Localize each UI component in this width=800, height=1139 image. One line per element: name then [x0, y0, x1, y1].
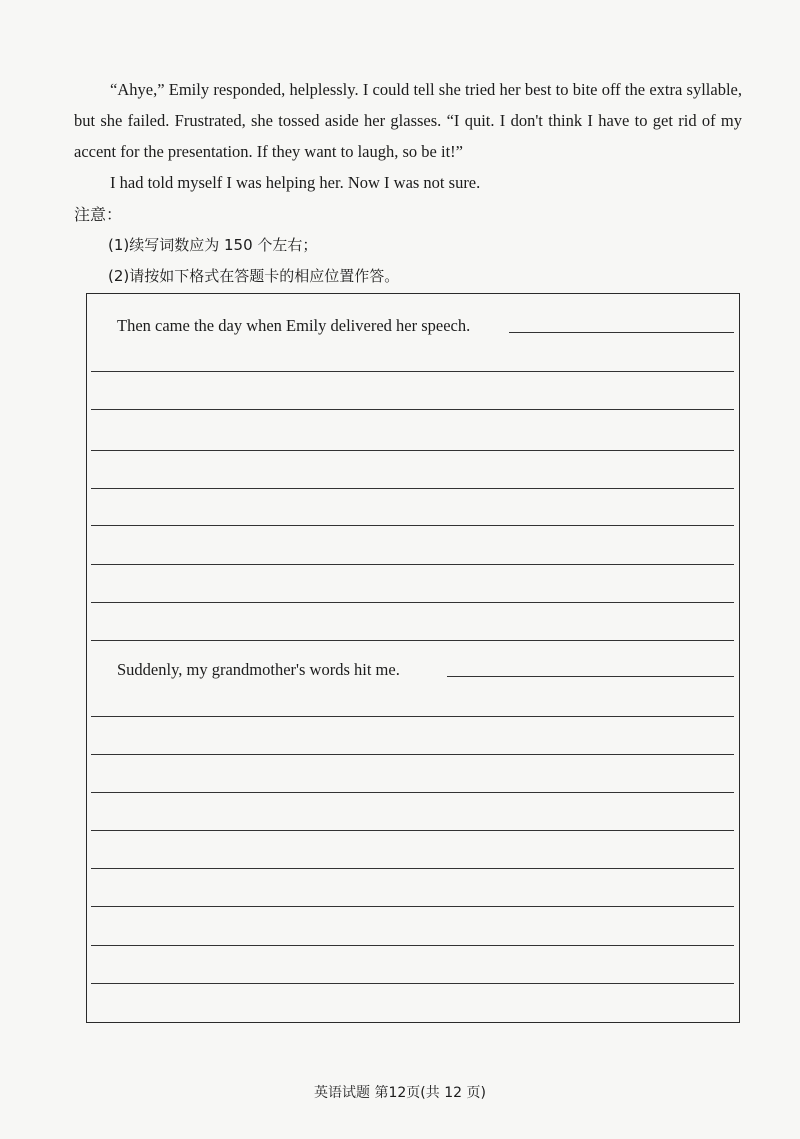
- notes-title: 注意：: [74, 205, 123, 224]
- writing-line[interactable]: [91, 754, 734, 755]
- writing-line[interactable]: [91, 450, 734, 451]
- writing-line[interactable]: [509, 332, 734, 333]
- writing-line[interactable]: [91, 371, 734, 372]
- writing-line[interactable]: [447, 676, 734, 677]
- writing-line[interactable]: [91, 602, 734, 603]
- page-footer: 英语试题 第12页(共 12 页): [314, 1085, 486, 1101]
- writing-line[interactable]: [91, 716, 734, 717]
- writing-line[interactable]: [91, 488, 734, 489]
- writing-line[interactable]: [91, 564, 734, 565]
- story-paragraph-1: “Ahye,” Emily responded, helplessly. I could tell she tried her best to bite off the extra syllable, but she failed. Frustrated, she tossed aside her glasses. “I quit. I don't think I have to get rid of my accent for the presentation. If they want to laugh, so be it!”: [74, 80, 742, 161]
- writing-line[interactable]: [91, 792, 734, 793]
- continuation-opener-1: Then came the day when Emily delivered her speech.: [117, 316, 471, 335]
- writing-line[interactable]: [91, 945, 734, 946]
- note-word-count: (1)续写词数应为 150 个左右；: [108, 236, 318, 254]
- writing-line[interactable]: [91, 409, 734, 410]
- writing-line[interactable]: [91, 868, 734, 869]
- story-paragraph-2: I had told myself I was helping her. Now I was not sure.: [110, 173, 481, 192]
- writing-line[interactable]: [91, 640, 734, 641]
- writing-line[interactable]: [91, 525, 734, 526]
- writing-line[interactable]: [91, 906, 734, 907]
- continuation-opener-2: Suddenly, my grandmother's words hit me.: [117, 660, 400, 679]
- note-format: (2)请按如下格式在答题卡的相应位置作答。: [108, 267, 400, 285]
- writing-line[interactable]: [91, 830, 734, 831]
- answer-box: [86, 293, 740, 1023]
- writing-line[interactable]: [91, 983, 734, 984]
